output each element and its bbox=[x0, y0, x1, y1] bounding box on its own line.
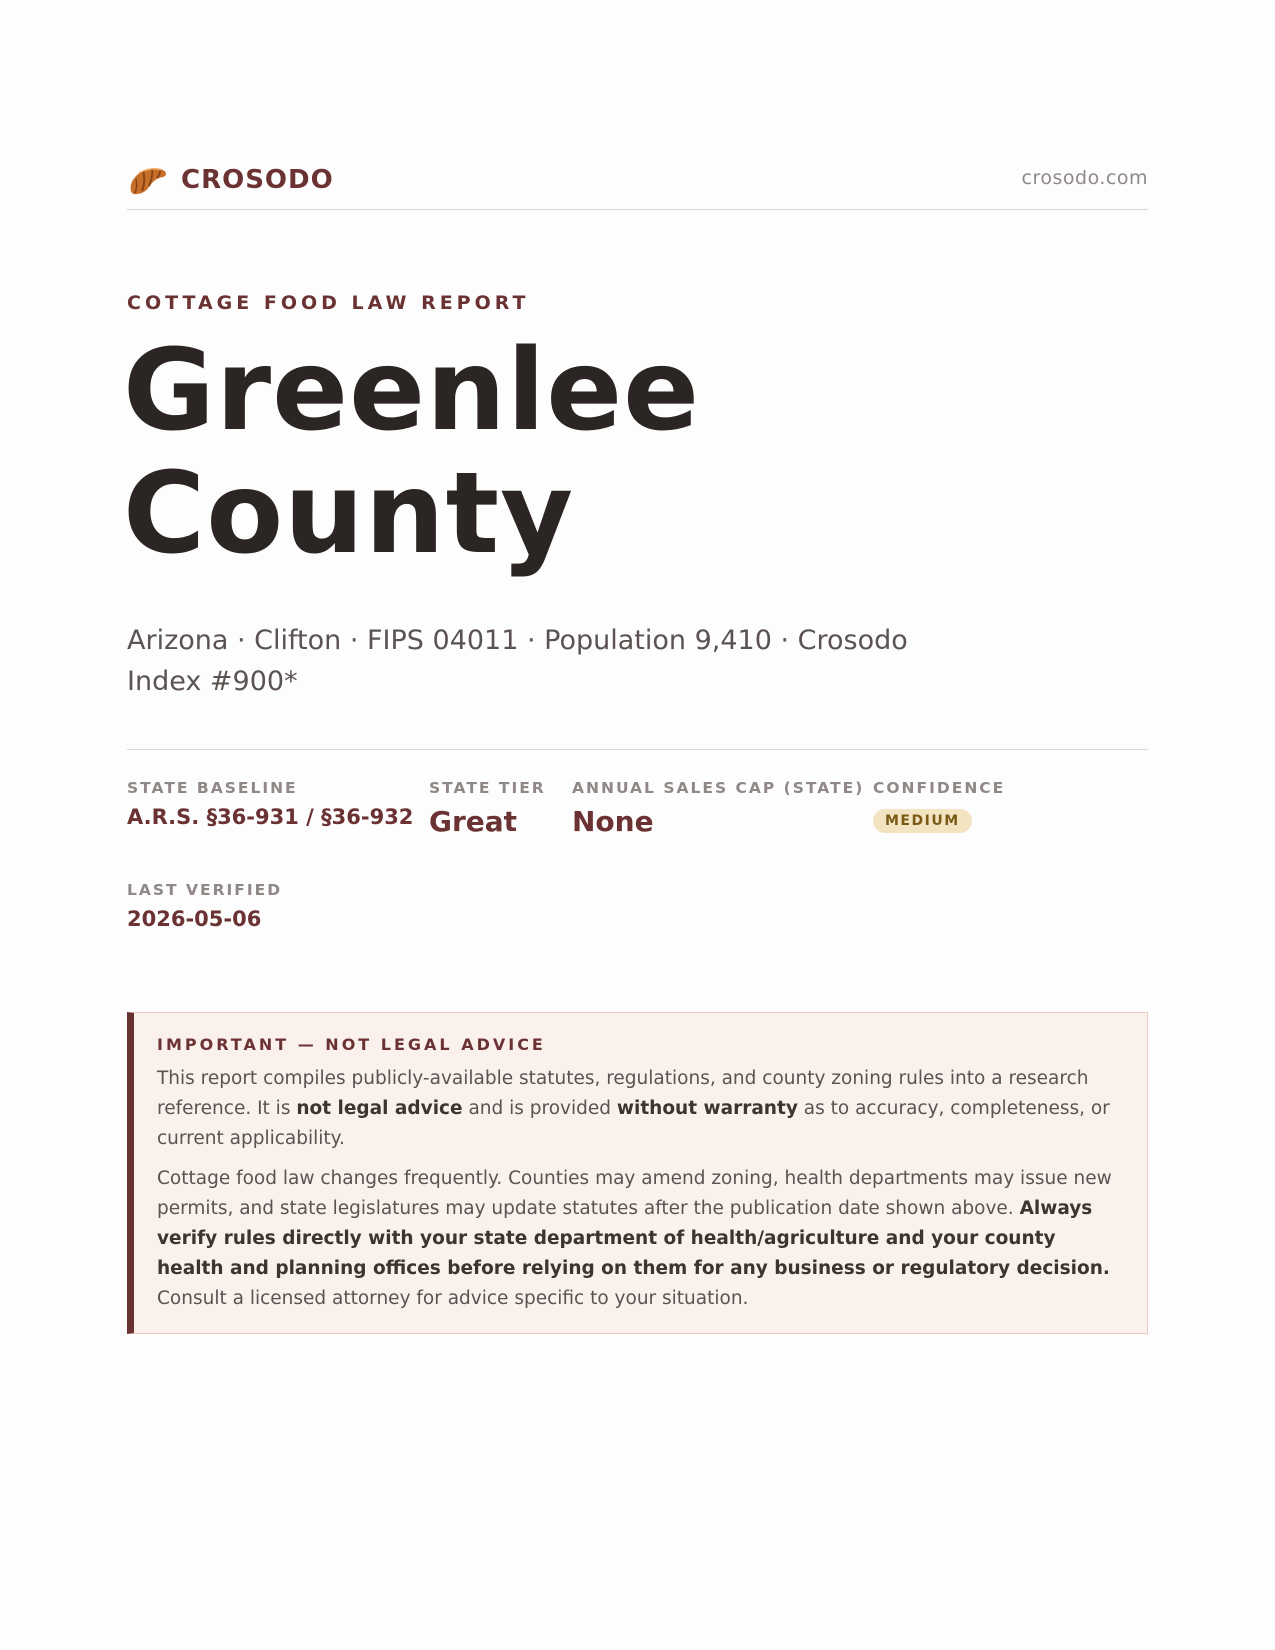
notice-emphasis: not legal advice bbox=[296, 1098, 463, 1119]
fact-value: A.R.S. §36-931 / §36-932 bbox=[127, 805, 414, 829]
fact-label: STATE TIER bbox=[429, 779, 546, 797]
notice-text: Consult a licensed attorney for advice specific to your situation. bbox=[157, 1288, 749, 1309]
fact-label: ANNUAL SALES CAP (STATE) bbox=[572, 779, 865, 797]
notice-paragraph bbox=[157, 1164, 1123, 1314]
notice-text: as to accuracy, completeness, or current applicability. bbox=[157, 1098, 1110, 1149]
page-title: Greenlee County bbox=[123, 326, 701, 580]
legal-notice bbox=[127, 1012, 1148, 1334]
fact-label: LAST VERIFIED bbox=[127, 881, 283, 899]
fact-label: STATE BASELINE bbox=[127, 779, 298, 797]
section-divider bbox=[127, 749, 1148, 750]
croissant-icon bbox=[127, 161, 169, 199]
fact-value: 2026-05-06 bbox=[127, 907, 262, 931]
brand[interactable] bbox=[127, 161, 334, 199]
notice-title: IMPORTANT — NOT LEGAL ADVICE bbox=[157, 1035, 546, 1054]
notice-emphasis: without warranty bbox=[616, 1098, 798, 1119]
fact-value: Great bbox=[429, 805, 518, 838]
brand-name: CROSODO bbox=[181, 165, 334, 195]
fact-label: CONFIDENCE bbox=[873, 779, 1006, 797]
report-eyebrow: COTTAGE FOOD LAW REPORT bbox=[127, 292, 530, 314]
notice-text: and is provided bbox=[462, 1098, 617, 1119]
notice-emphasis: Always verify rules directly with your state department of health/agriculture and your county health and planning offices before relying on them for any business or regulatory decision. bbox=[157, 1198, 1110, 1279]
fact-state-tier bbox=[429, 779, 546, 838]
notice-paragraph bbox=[157, 1064, 1123, 1154]
fact-last-verified bbox=[127, 881, 282, 931]
page-header bbox=[127, 155, 1148, 210]
fact-value: None bbox=[572, 805, 654, 838]
confidence-badge: MEDIUM bbox=[873, 809, 972, 833]
notice-text: Cottage food law changes frequently. Counties may amend zoning, health departments may issue new permits, and state legislatures may update statutes after the publication date shown above. bbox=[157, 1168, 1112, 1219]
fact-confidence bbox=[873, 779, 1005, 833]
site-url[interactable]: crosodo.com bbox=[1021, 167, 1148, 189]
fact-sales-cap bbox=[572, 779, 864, 838]
report-subtitle: Arizona · Clifton · FIPS 04011 · Population 9,410 · Crosodo Index #900* bbox=[127, 625, 908, 697]
notice-text: This report compiles publicly-available statutes, regulations, and county zoning rules into a research reference. It is bbox=[157, 1068, 1089, 1119]
fact-state-baseline bbox=[127, 779, 413, 829]
